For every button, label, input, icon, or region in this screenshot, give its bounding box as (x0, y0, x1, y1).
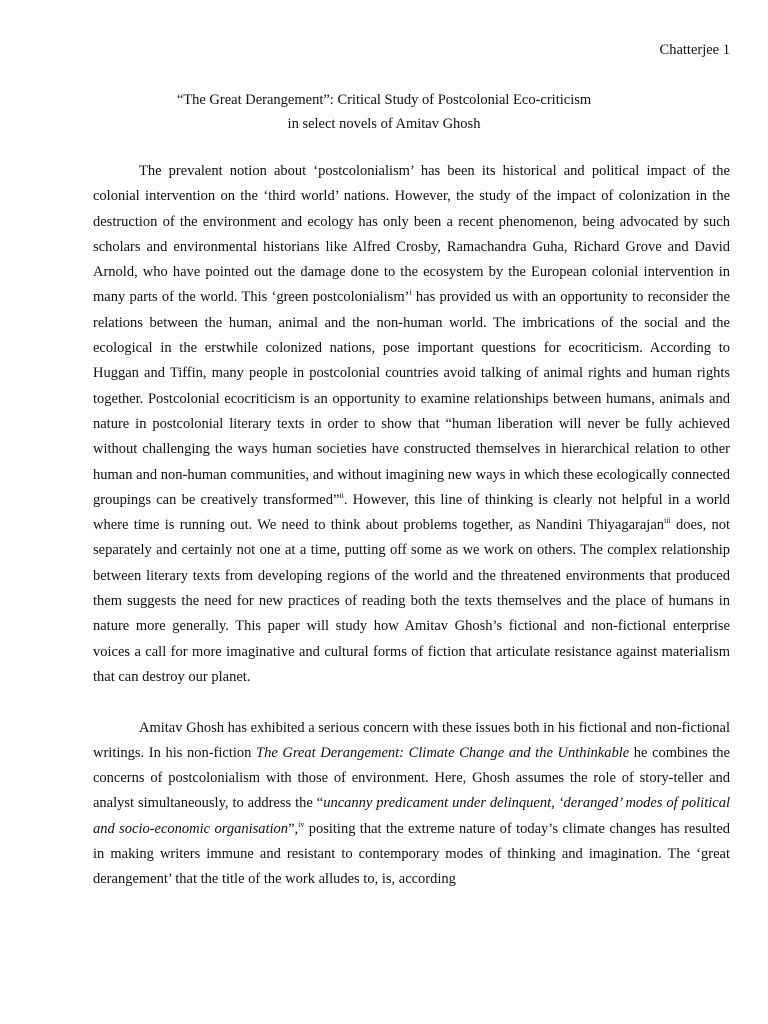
body-text (93, 159, 730, 893)
endnote-marker-iv: iv (298, 819, 305, 829)
title-line-2: in select novels of Amitav Ghosh (287, 116, 481, 132)
paragraph-1-text-d: does, not separately and certainly not one at a time, putting off some as we work on others. The complex relationship between literary texts from developing regions of the world and the threatened environments that produced them suggests the need for new practices of reading both the texts themselves and the place of humans in nature more generally. This paper will study how Amitav Ghosh’s fictional and non-fictional enterprise voices a call for more imaginative and cultural forms of fiction that articulate resistance against materialism that can destroy our planet. (93, 517, 731, 685)
paragraph-1-text-b: has provided us with an opportunity to reconsider the relations between the human, animal and the non-human world. The imbrications of the social and the ecological in the erstwhile colonized nations, pose important questions for ecocriticism. According to Huggan and Tiffin, many people in postcolonial countries avoid talking of animal rights and human rights together. Postcolonial ecocriticism is an opportunity to examine relationships between humans, animals and nature in postcolonial literary texts in order to show that “human liberation will never be fully achieved without challenging the ways human societies have constructed themselves in hierarchical relation to other human and non-human communities, and without imagining new ways in which these ecologically connected groupings can be creatively transformed” (93, 289, 730, 508)
inline-quote: uncanny predicament under delinquent, ‘deranged’ modes of political and socio-economic organisation (93, 795, 730, 837)
paragraph-2-text-b: he combines the concerns of postcolonialism with those of environment. Here, Ghosh assumes the role of story-teller and analyst simultaneously, to address the “ (93, 744, 730, 812)
endnote-marker-i: i (409, 288, 412, 298)
paragraph-2-text-d: positing that the extreme nature of today’s climate changes has resulted in making writers immune and resistant to contemporary modes of thinking and imagination. The ‘great derangement’ that the title of the work alludes to, is, according (93, 820, 730, 888)
paper-title (0, 88, 768, 136)
paragraph-1-text-c: . However, this line of thinking is clearly not helpful in a world where time is running out. We need to think about problems together, as Nandini Thiyagarajan (93, 491, 730, 534)
paragraph-2 (93, 716, 730, 893)
running-head: Chatterjee 1 (659, 42, 730, 58)
endnote-marker-ii: ii (339, 491, 344, 501)
paragraph-1 (93, 159, 730, 690)
book-title: The Great Derangement: Climate Change and the Unthinkable (256, 744, 630, 761)
endnote-marker-iii: iii (664, 516, 671, 526)
paragraph-1-text-a: The prevalent notion about ‘postcolonialism’ has been its historical and political impact of the colonial intervention on the ‘third world’ nations. However, the study of the impact of colonization in the destruction of the environment and ecology has only been a recent phenomenon, being advocated by such scholars and environmental historians like Alfred Crosby, Ramachandra Guha, Richard Grove and David Arnold, who have pointed out the damage done to the ecosystem by the European colonial intervention in many parts of the world. This ‘green postcolonialism’ (93, 163, 730, 306)
title-line-1: “The Great Derangement”: Critical Study of Postcolonial Eco-criticism (176, 92, 592, 108)
paragraph-2-text-c: ”, (288, 820, 299, 837)
paragraph-2-text-a: Amitav Ghosh has exhibited a serious concern with these issues both in his fictional and non-fictional writings. In his non-fiction (93, 719, 730, 761)
